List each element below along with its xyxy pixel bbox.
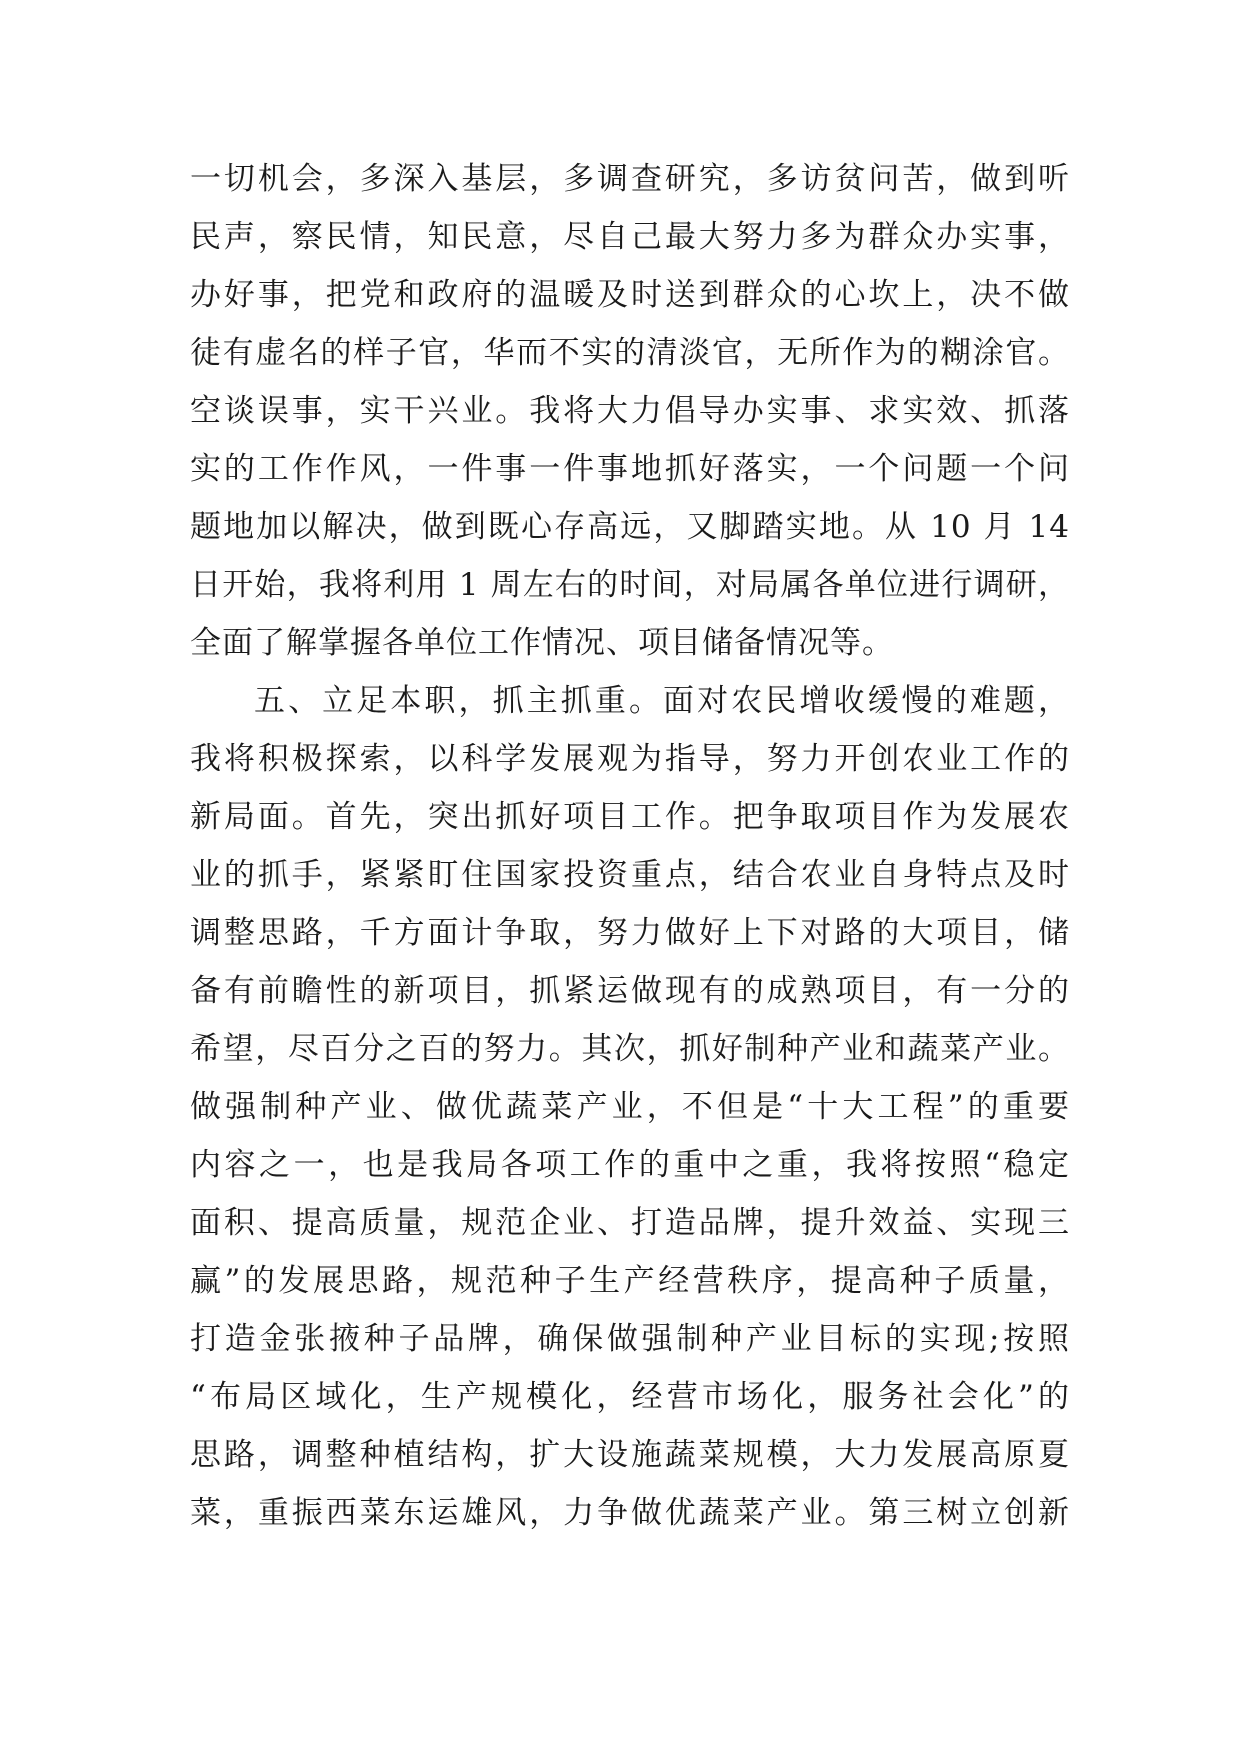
- text-line-17: 做强制种产业、做优蔬菜产业，不但是“十大工程”的重要: [190, 1089, 1070, 1125]
- text-line-23: 思路，调整种植结构，扩大设施蔬菜规模，大力发展高原夏: [190, 1437, 1070, 1473]
- text-line-4: 徒有虚名的样子官，华而不实的清淡官，无所作为的糊涂官。: [190, 335, 1070, 371]
- text-line-10: 五、立足本职，抓主抓重。面对农民增收缓慢的难题，: [254, 683, 1070, 719]
- text-line-21: 打造金张掖种子品牌，确保做强制种产业目标的实现;按照: [190, 1321, 1070, 1357]
- text-line-18: 内容之一，也是我局各项工作的重中之重，我将按照“稳定: [190, 1147, 1070, 1183]
- text-line-1: 一切机会，多深入基层，多调查研究，多访贫问苦，做到听: [190, 161, 1070, 197]
- text-line-5: 空谈误事，实干兴业。我将大力倡导办实事、求实效、抓落: [190, 393, 1070, 429]
- text-line-12: 新局面。首先，突出抓好项目工作。把争取项目作为发展农: [190, 799, 1070, 835]
- text-line-6: 实的工作作风，一件事一件事地抓好落实，一个问题一个问: [190, 451, 1070, 487]
- text-line-14: 调整思路，千方面计争取，努力做好上下对路的大项目，储: [190, 915, 1070, 951]
- text-line-15: 备有前瞻性的新项目，抓紧运做现有的成熟项目，有一分的: [190, 973, 1070, 1009]
- text-line-16: 希望，尽百分之百的努力。其次，抓好制种产业和蔬菜产业。: [190, 1031, 1070, 1067]
- text-line-19: 面积、提高质量，规范企业、打造品牌，提升效益、实现三: [190, 1205, 1070, 1241]
- text-line-3: 办好事，把党和政府的温暖及时送到群众的心坎上，决不做: [190, 277, 1070, 313]
- text-line-24: 菜，重振西菜东运雄风，力争做优蔬菜产业。第三树立创新: [190, 1495, 1070, 1531]
- text-line-7: 题地加以解决，做到既心存高远，又脚踏实地。从 10 月 14: [190, 509, 1070, 545]
- body-text: [190, 150, 1070, 1542]
- text-line-11: 我将积极探索，以科学发展观为指导，努力开创农业工作的: [190, 741, 1070, 777]
- text-line-8: 日开始，我将利用 1 周左右的时间，对局属各单位进行调研，: [190, 567, 1070, 603]
- text-line-13: 业的抓手，紧紧盯住国家投资重点，结合农业自身特点及时: [190, 857, 1070, 893]
- text-line-20: 赢”的发展思路，规范种子生产经营秩序，提高种子质量，: [190, 1263, 1070, 1299]
- text-line-9: 全面了解掌握各单位工作情况、项目储备情况等。: [190, 625, 894, 661]
- text-line-22: “布局区域化，生产规模化，经营市场化，服务社会化”的: [190, 1379, 1070, 1415]
- text-line-2: 民声，察民情，知民意，尽自己最大努力多为群众办实事，: [190, 219, 1070, 255]
